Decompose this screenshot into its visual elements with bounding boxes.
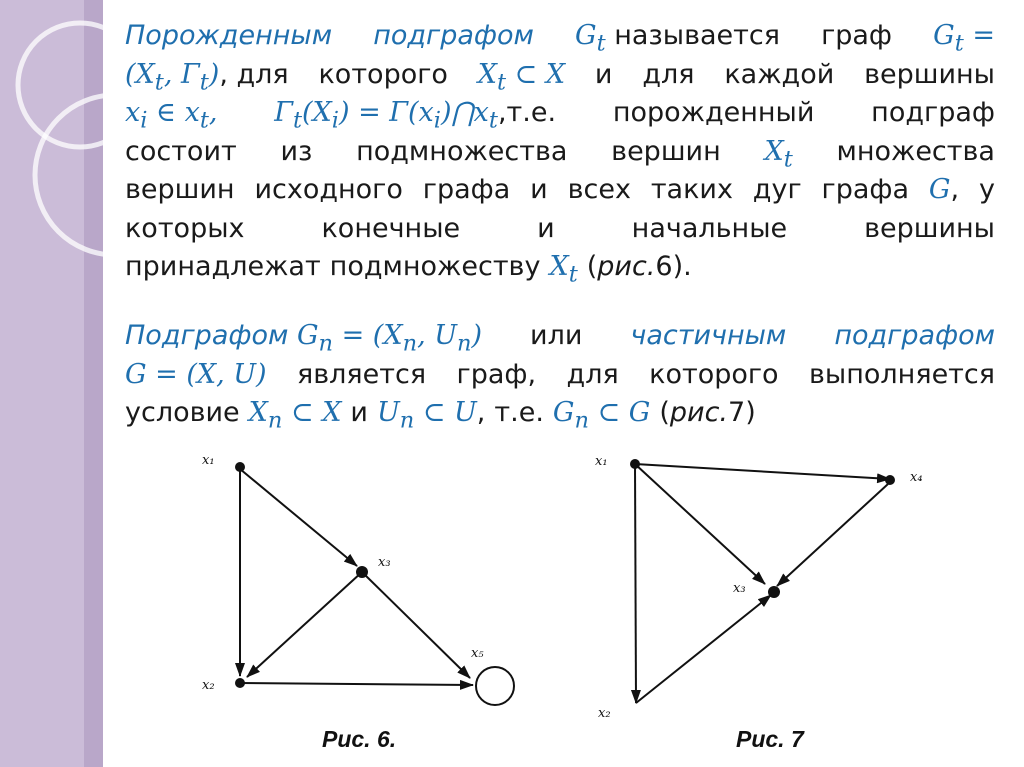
figure-7-caption: Рис. 7 <box>736 726 804 752</box>
label-x3: x₃ <box>733 581 746 596</box>
label-x4: x₄ <box>910 470 923 485</box>
edge-x1-x2 <box>635 464 636 703</box>
edge-x2-x3 <box>636 595 771 703</box>
edge-x1-x3 <box>635 464 765 584</box>
vertex-x1 <box>630 459 640 469</box>
paragraph-partial-subgraph <box>125 317 995 433</box>
label-x2: x₂ <box>202 678 215 693</box>
label-x1: x₁ <box>202 453 215 468</box>
text-line: условие $X_n$ ⊂ X и $U_n$ ⊂ U, т.е. $G_n$ ⊂ G (рис.7) <box>125 397 756 434</box>
decorative-sidebar <box>0 0 103 767</box>
text-line: Подграфом $G_n = (X_n$, $U_n$) или частичным подграфом <box>125 320 995 357</box>
text-line: ($X_t$, $\Gamma_t$), для которого $X_t$ ⊂ X и для каждой вершины <box>125 58 995 95</box>
text-line: G = (X, U) является граф, для которого выполняется <box>125 358 995 390</box>
text-line: $x_i$ ∈ $x_t$, $\Gamma_t(X_i)$ = $\Gamma(x_i)⋂x_t,т.е$. порожденный подграф <box>125 97 995 134</box>
vertex-x3 <box>356 566 368 578</box>
label-x5: x₅ <box>471 646 484 661</box>
figure-7-graph <box>590 445 945 725</box>
edge-x3-x2 <box>247 572 362 677</box>
label-x3: x₃ <box>378 555 391 570</box>
vertex-x2 <box>235 678 245 688</box>
text-line: принадлежат подмножеству $X_t$ (рис.6). <box>125 251 692 288</box>
vertex-x1 <box>235 462 245 472</box>
label-x1: x₁ <box>595 454 608 469</box>
decorative-circles <box>0 0 103 767</box>
figure-6-graph <box>190 445 530 720</box>
vertex-x5 <box>476 667 514 705</box>
edge-x1-x3 <box>240 469 357 566</box>
text-line: вершин исходного графа и всех таких дуг графа G, у <box>125 174 995 205</box>
edge-x2-x5 <box>240 683 473 685</box>
text-line: которых конечные и начальные вершины <box>125 212 995 244</box>
vertex-x3 <box>768 586 780 598</box>
label-x2: x₂ <box>598 706 611 721</box>
edge-x3-x5 <box>362 572 470 678</box>
figure-6-caption: Рис. 6. <box>322 726 397 752</box>
text-line: состоит из подмножества вершин $X_t$ множества <box>125 135 995 172</box>
text-line: Порожденным подграфом $G_t$ называется граф $G_t$ = <box>125 20 995 57</box>
paragraph-induced-subgraph <box>125 17 995 287</box>
edge-x1-x4 <box>635 464 890 479</box>
edge-x4-x3 <box>777 484 888 586</box>
vertex-x4 <box>885 475 895 485</box>
